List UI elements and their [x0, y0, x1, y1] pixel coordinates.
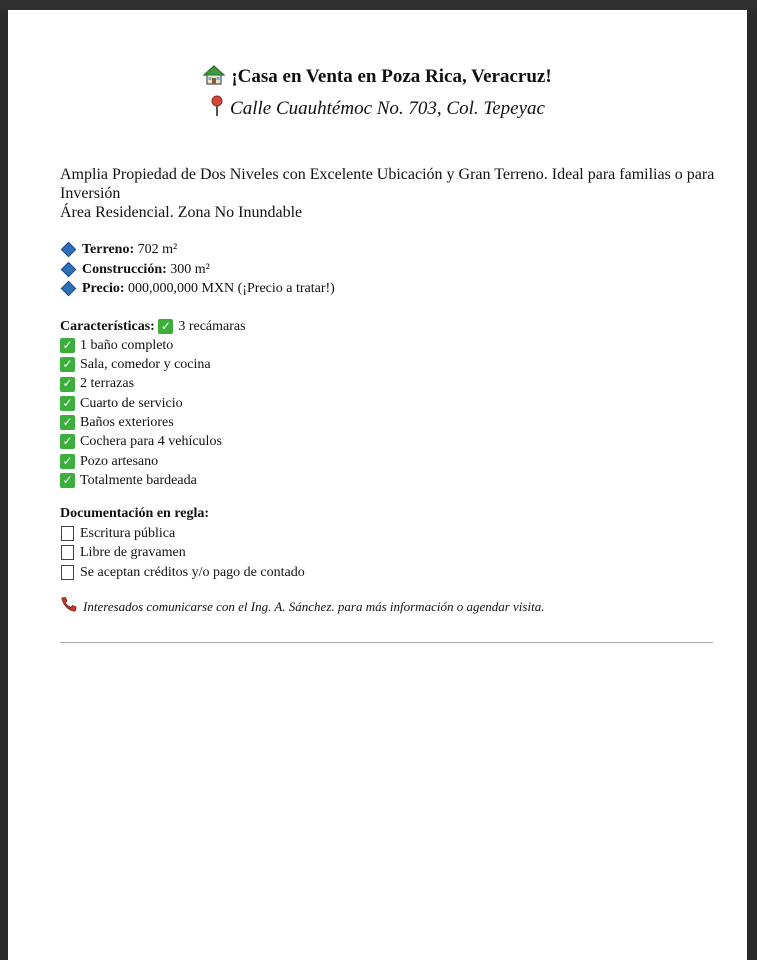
- listing-body: [60, 165, 720, 616]
- documents-list: [60, 504, 720, 582]
- check-icon: ✓: [60, 415, 75, 430]
- feature-item: Baños exteriores: [80, 414, 174, 430]
- house-icon: [203, 65, 225, 92]
- checkbox-icon: [61, 526, 74, 541]
- spec-label: Terreno:: [82, 242, 135, 257]
- phone-icon: [60, 597, 77, 616]
- document-item: Escritura pública: [80, 525, 176, 541]
- list-item: [60, 394, 720, 413]
- list-item: [60, 413, 720, 432]
- list-item: [60, 471, 720, 490]
- check-icon: ✓: [158, 319, 173, 334]
- window-top-bar: [0, 0, 757, 10]
- check-icon: ✓: [60, 377, 75, 392]
- feature-item: Pozo artesano: [80, 453, 159, 469]
- listing-header: [8, 65, 747, 124]
- list-item: [60, 543, 720, 563]
- feature-item: 1 baño completo: [80, 337, 174, 353]
- spec-label: Precio:: [82, 281, 125, 296]
- feature-item: Cuarto de servicio: [80, 395, 183, 411]
- features-list: [60, 317, 720, 491]
- list-item: [60, 452, 720, 471]
- feature-heading-row: [60, 317, 720, 336]
- spec-precio: [60, 279, 720, 299]
- contact-text: Interesados comunicarse con el Ing. A. Sánchez. para más información o agendar visita.: [83, 598, 545, 614]
- feature-item: Totalmente bardeada: [80, 472, 197, 488]
- document-item: Libre de gravamen: [80, 545, 186, 561]
- documents-heading: Documentación en regla:: [60, 506, 210, 522]
- feature-item: Cochera para 4 vehículos: [80, 434, 222, 450]
- spec-value: 000,000,000 MXN (¡Precio a tratar!): [128, 281, 335, 296]
- diamond-icon: [61, 242, 77, 258]
- check-icon: ✓: [60, 454, 75, 469]
- list-item: [60, 336, 720, 355]
- feature-item: Sala, comedor y cocina: [80, 357, 211, 373]
- contact-line: [60, 597, 720, 616]
- diamond-icon: [61, 281, 77, 297]
- check-icon: ✓: [60, 357, 75, 372]
- spec-value: 702 m²: [137, 242, 178, 257]
- check-icon: ✓: [60, 396, 75, 411]
- diamond-icon: [61, 261, 77, 277]
- listing-title: ¡Casa en Venta en Poza Rica, Veracruz!: [231, 66, 552, 87]
- checkbox-icon: [61, 545, 74, 560]
- intro-line-1: Amplia Propiedad de Dos Niveles con Excelente Ubicación y Gran Terreno. Ideal para familias o para Inversión: [60, 166, 715, 202]
- divider: [60, 642, 713, 643]
- document-item: Se aceptan créditos y/o pago de contado: [80, 564, 305, 580]
- check-icon: ✓: [60, 338, 75, 353]
- checkbox-icon: [61, 565, 74, 580]
- list-item: [60, 563, 720, 583]
- listing-address: Calle Cuauhtémoc No. 703, Col. Tepeyac: [230, 98, 545, 119]
- specs-list: [60, 240, 720, 299]
- check-icon: ✓: [60, 434, 75, 449]
- pin-icon: [210, 95, 224, 124]
- spec-value: 300 m²: [170, 261, 210, 277]
- list-item: [60, 432, 720, 451]
- listing-address-line: [8, 95, 747, 124]
- document-page: [8, 10, 747, 960]
- feature-item: 2 terrazas: [80, 376, 135, 392]
- intro-paragraph: [60, 165, 720, 222]
- list-item: [60, 355, 720, 374]
- features-heading: Características:: [60, 318, 155, 334]
- list-item: [60, 524, 720, 544]
- intro-line-2: Área Residencial. Zona No Inundable: [60, 204, 303, 221]
- spec-terreno: [60, 240, 720, 260]
- spec-construccion: [60, 260, 720, 280]
- listing-title-line: [8, 65, 747, 92]
- spec-label: Construcción:: [82, 261, 167, 277]
- list-item: [60, 374, 720, 393]
- feature-item: 3 recámaras: [178, 318, 246, 334]
- check-icon: ✓: [60, 473, 75, 488]
